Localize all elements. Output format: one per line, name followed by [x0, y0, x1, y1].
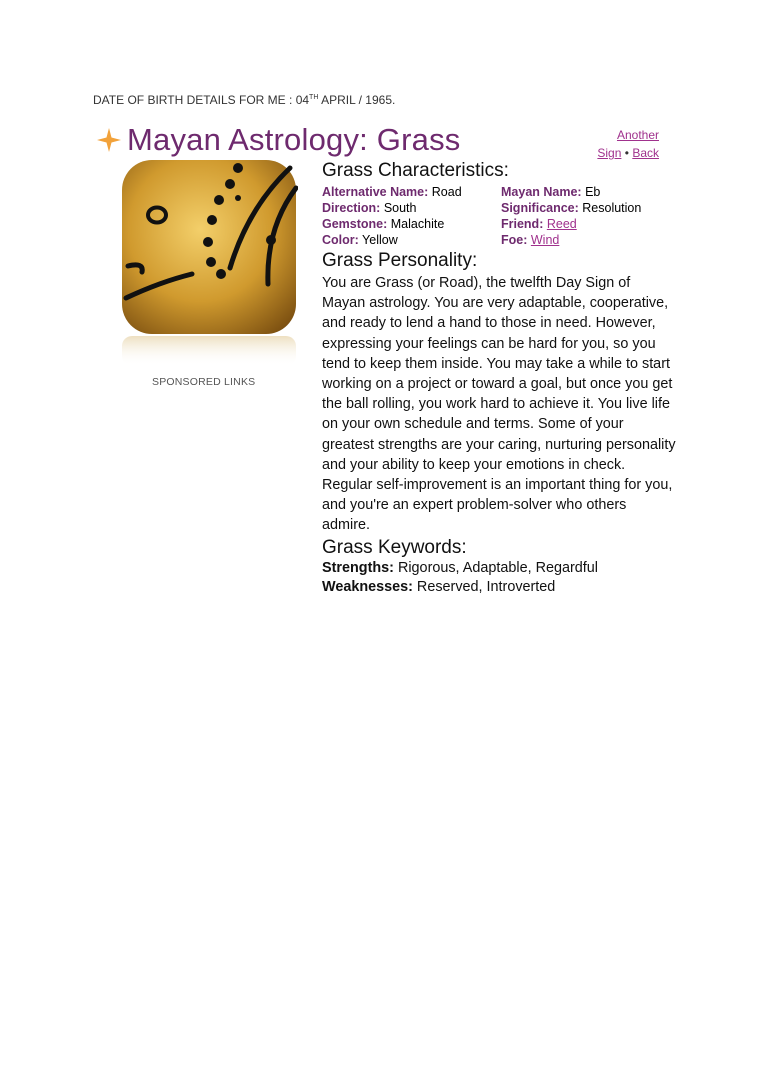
- foe-row: [501, 232, 677, 248]
- gemstone-label: Gemstone:: [322, 217, 388, 231]
- back-link[interactable]: Back: [632, 146, 659, 160]
- friend-label: Friend:: [501, 217, 544, 231]
- alt-name-value: Road: [428, 185, 462, 199]
- alt-name-row: [322, 184, 501, 200]
- characteristics-table: [322, 184, 677, 248]
- direction-label: Direction:: [322, 201, 381, 215]
- weaknesses-label: Weaknesses:: [322, 578, 413, 595]
- foe-label: Foe:: [501, 233, 528, 247]
- dob-superscript: TH: [309, 94, 319, 101]
- another-sign-link[interactable]: Another: [616, 128, 659, 142]
- page-title: Mayan Astrology: Grass: [127, 122, 461, 157]
- strengths-label: Strengths:: [322, 559, 394, 576]
- dob-prefix: DATE OF BIRTH DETAILS FOR ME : 04: [93, 93, 310, 107]
- sponsored-links-label: SPONSORED LINKS: [152, 376, 256, 388]
- dob-header: [93, 93, 395, 107]
- alt-name-label: Alternative Name:: [322, 185, 429, 199]
- significance-value: Resolution: [578, 201, 642, 215]
- mayan-name-value: Eb: [581, 185, 601, 199]
- foe-link[interactable]: Wind: [530, 233, 560, 247]
- color-label: Color:: [322, 233, 359, 247]
- weaknesses-value: Reserved, Introverted: [412, 578, 556, 595]
- friend-row: [501, 216, 677, 232]
- gemstone-row: [322, 216, 501, 232]
- star-icon: [95, 126, 123, 154]
- sign-details: [322, 160, 677, 597]
- strengths-value: Rigorous, Adaptable, Regardful: [393, 559, 598, 576]
- nav-separator: •: [624, 146, 629, 160]
- another-sign-link-cont[interactable]: Sign: [597, 146, 622, 160]
- characteristics-heading: Grass Characteristics:: [322, 160, 509, 181]
- personality-heading: Grass Personality:: [322, 250, 478, 271]
- color-row: [322, 232, 501, 248]
- friend-link[interactable]: Reed: [546, 217, 577, 231]
- weaknesses-row: [322, 578, 677, 597]
- grass-glyph-icon: [120, 158, 298, 368]
- mayan-name-label: Mayan Name:: [501, 185, 582, 199]
- significance-row: [501, 200, 677, 216]
- sign-nav: [569, 126, 659, 162]
- personality-text: You are Grass (or Road), the twelfth Day Sign of Mayan astrology. You are very adaptable, cooperative, and ready to lend a hand to those in need. However, expressing your feelings can be hard for you, so you tend to keep them inside. You may take a while to start working on a project or toward a goal, but once you get the ball rolling, you work hard to achieve it. You live life on your own schedule and terms. Some of your greatest strengths are your caring, nurturing personality and your ability to keep your emotions in check. Regular self-improvement is an important thing for you, and you're an expert problem-solver who others admire.: [322, 275, 676, 534]
- direction-row: [322, 200, 501, 216]
- direction-value: South: [380, 201, 417, 215]
- strengths-row: [322, 559, 677, 578]
- keywords-heading: Grass Keywords:: [322, 536, 467, 558]
- mayan-name-row: [501, 184, 677, 200]
- color-value: Yellow: [358, 233, 398, 247]
- dob-suffix: APRIL / 1965.: [318, 93, 396, 107]
- gemstone-value: Malachite: [387, 217, 445, 231]
- significance-label: Significance:: [501, 201, 579, 215]
- title-row: [95, 122, 460, 158]
